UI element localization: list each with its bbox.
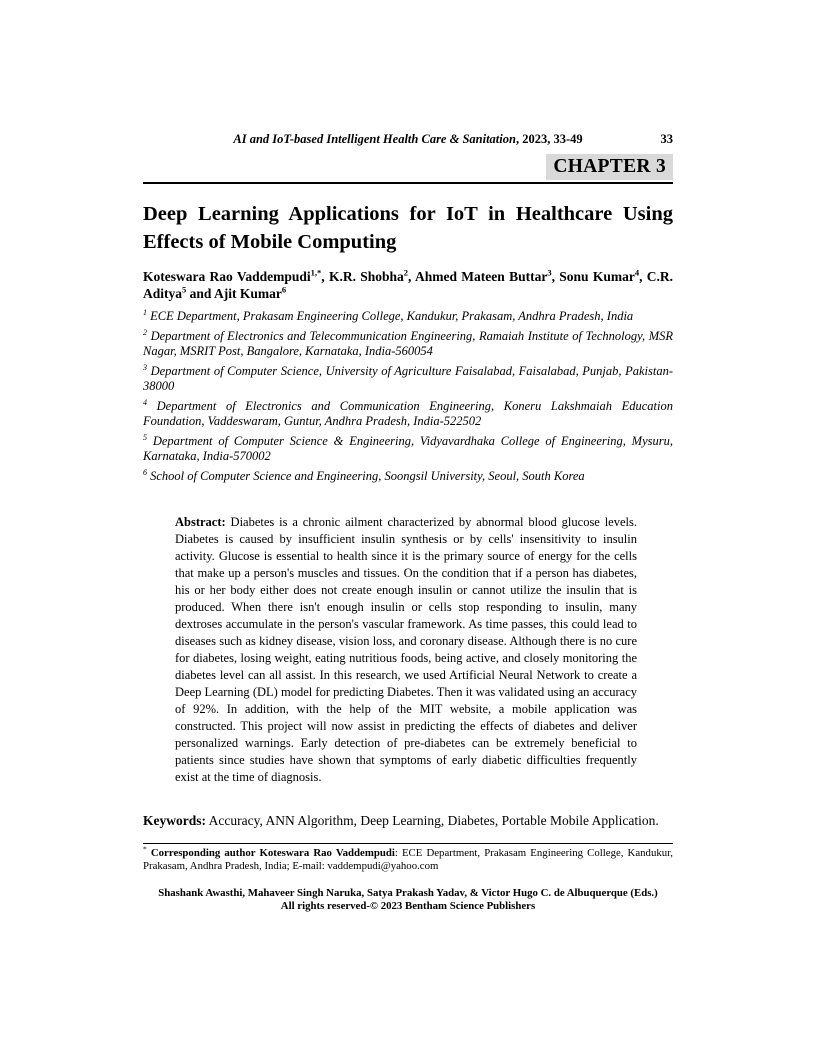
- footer-editors: Shashank Awasthi, Mahaveer Singh Naruka, Satya Prakash Yadav, & Victor Hugo C. de Albuquerque (Eds.): [158, 886, 658, 899]
- abstract-label: Abstract:: [175, 515, 226, 529]
- publisher-footer: [143, 887, 673, 914]
- affiliation-superscript: 5: [143, 432, 147, 442]
- author-name: Sonu Kumar: [559, 269, 635, 284]
- footnote-contact: : ECE Department, Prakasam Engineering College, Kandukur, Prakasam, Andhra Pradesh, India; E-mail: vaddempudi@yahoo.com: [143, 846, 674, 872]
- affiliation-item: [143, 329, 673, 360]
- abstract-section: [175, 514, 637, 786]
- affiliation-superscript: 4: [143, 397, 147, 407]
- affiliation-superscript: 6: [143, 467, 147, 477]
- page-content: [143, 132, 673, 914]
- chapter-badge: CHAPTER 3: [546, 154, 673, 180]
- author-name: Koteswara Rao Vaddempudi: [143, 269, 311, 284]
- keywords-line: [143, 812, 673, 830]
- header-divider-rule: [143, 182, 673, 184]
- article-title: Deep Learning Applications for IoT in Healthcare Using Effects of Mobile Computing: [143, 203, 673, 253]
- author-name: C.R. Aditya: [143, 269, 674, 301]
- author-superscript: 2: [403, 267, 409, 278]
- chapter-row: [143, 154, 673, 180]
- affiliations: [143, 309, 673, 484]
- author-name: Ajit Kumar: [214, 285, 282, 301]
- footnote-marker: *: [143, 843, 147, 853]
- keywords-text: Accuracy, ANN Algorithm, Deep Learning, Diabetes, Portable Mobile Application.: [206, 813, 659, 828]
- footer-rights: All rights reserved-© 2023 Bentham Science Publishers: [280, 900, 536, 912]
- author-name: Ahmed Mateen Buttar: [414, 269, 548, 284]
- journal-reference: [233, 132, 582, 146]
- affiliation-superscript: 1: [143, 307, 147, 317]
- page-number: 33: [660, 132, 673, 146]
- affiliation-text: Department of Computer Science & Engineering, Vidyavardhaka College of Engineering, Mysuru, Karnataka, India-570002: [143, 433, 673, 463]
- footnote-author: Corresponding author Koteswara Rao Vaddempudi: [146, 846, 395, 859]
- author-separator: ,: [321, 269, 329, 284]
- abstract-text: Diabetes is a chronic ailment characterized by abnormal blood glucose levels. Diabetes is caused by insufficient insulin synthesis or by cells' insensitivity to insulin activity. Glucose is essential to health since it is the primary source of energy for the cells that make up a person's muscles and tissues. On the condition that if a person has diabetes, his or her body either does not create enough insulin or cannot utilize the insulin that is produced. When there isn't enough insulin or cells stop responding to insulin, many dextroses accumulate in the person's vascular framework. As time passes, this could lead to diseases such as kidney disease, vision loss, and coronary disease. Although there is no cure for diabetes, losing weight, eating nutritious foods, being active, and closely monitoring the diabetes level can all assist. In this research, we used Artificial Neural Network to create a Deep Learning (DL) model for predicting Diabetes. Then it was validated using an accuracy of 92%. In addition, with the help of the MIT website, a mobile application was constructed. This project will now assist in predicting the effects of diabetes and deliver personalized warnings. Early detection of pre-diabetes can be extremely beneficial to patients since studies have shown that symptoms of early diabetic difficulties frequently exist at the time of diagnosis.: [175, 515, 637, 784]
- author-separator: ,: [408, 269, 415, 284]
- keywords-label: Keywords:: [143, 813, 206, 828]
- footnote: [143, 843, 674, 873]
- affiliation-text: Department of Electronics and Telecommunication Engineering, Ramaiah Institute of Technology, MSR Nagar, MSRIT Post, Bangalore, Karnataka, India-560054: [143, 328, 673, 358]
- affiliation-text: School of Computer Science and Engineering, Soongsil University, Seoul, South Korea: [147, 468, 585, 483]
- author-separator: and: [186, 285, 215, 301]
- affiliation-superscript: 3: [143, 362, 147, 372]
- author-separator: ,: [551, 269, 560, 284]
- affiliation-item: [143, 309, 673, 325]
- author-name: K.R. Shobha: [328, 269, 404, 284]
- journal-title: AI and IoT-based Intelligent Health Care & Sanitation: [233, 132, 516, 146]
- affiliation-superscript: 2: [143, 327, 147, 337]
- authors-line: [143, 269, 673, 302]
- author-superscript: 3: [547, 267, 552, 278]
- running-header: [143, 132, 673, 148]
- affiliation-item: [143, 434, 673, 465]
- footnote-divider-rule: [143, 843, 673, 844]
- author-separator: ,: [639, 269, 647, 284]
- affiliation-text: Department of Electronics and Communication Engineering, Koneru Lakshmaiah Education Foundation, Vaddeswaram, Guntur, Andhra Pradesh, India-522502: [143, 398, 673, 428]
- author-superscript: 4: [634, 267, 640, 278]
- affiliation-item: [143, 399, 673, 430]
- affiliation-text: ECE Department, Prakasam Engineering College, Kandukur, Prakasam, Andhra Pradesh, India: [147, 309, 634, 323]
- affiliation-item: [143, 469, 673, 485]
- author-superscript: 5: [182, 284, 187, 294]
- journal-meta: , 2023, 33-49: [515, 132, 583, 146]
- affiliation-text: Department of Computer Science, University of Agriculture Faisalabad, Faisalabad, Punjab, Pakistan-38000: [143, 363, 673, 393]
- affiliation-item: [143, 364, 673, 395]
- author-superscript: 6: [281, 284, 287, 294]
- author-superscript: 1,*: [310, 267, 322, 278]
